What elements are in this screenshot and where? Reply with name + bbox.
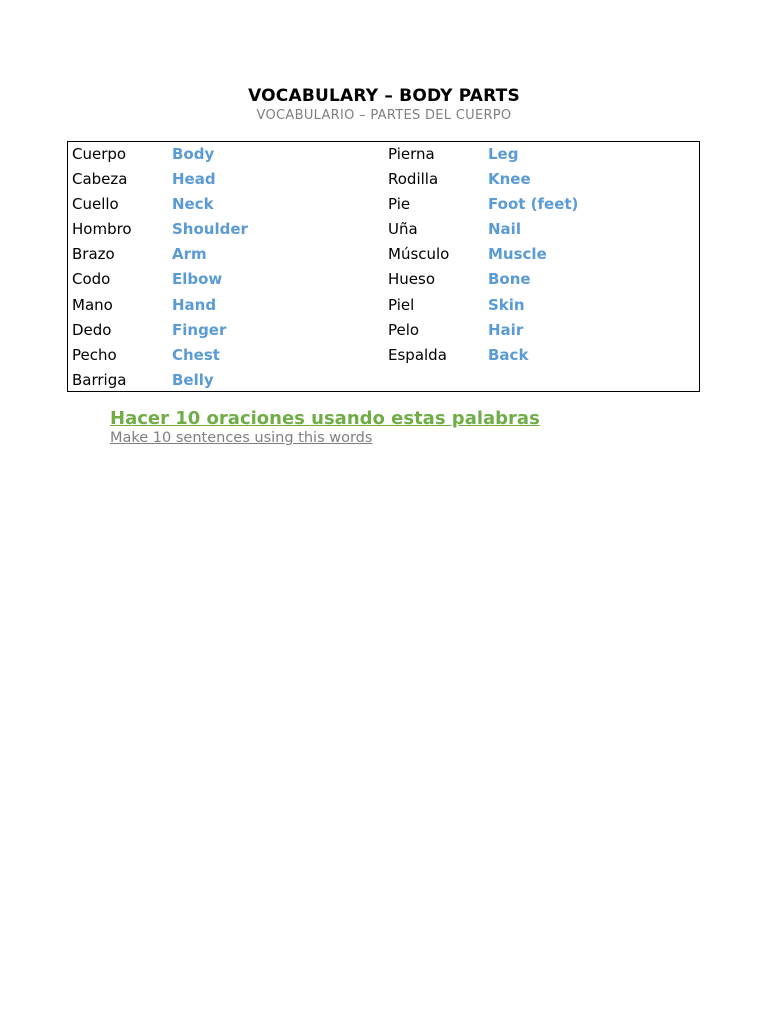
spanish-word: Dedo <box>72 320 112 339</box>
spanish-word: Piel <box>388 295 415 314</box>
instruction-english: Make 10 sentences using this words <box>110 430 373 446</box>
english-word: Muscle <box>488 245 547 264</box>
spanish-word: Cuerpo <box>72 145 127 163</box>
english-word: Leg <box>488 145 519 163</box>
english-word: Belly <box>172 370 214 389</box>
instruction-spanish: Hacer 10 oraciones usando estas palabras <box>110 408 540 429</box>
english-word: Shoulder <box>172 220 248 239</box>
spanish-word: Barriga <box>72 370 127 389</box>
english-word: Skin <box>488 295 525 314</box>
english-word: Body <box>172 145 215 163</box>
english-word: Finger <box>172 320 227 339</box>
spanish-word: Pecho <box>72 345 117 364</box>
page-subtitle: VOCABULARIO – PARTES DEL CUERPO <box>256 108 512 123</box>
spanish-word: Pie <box>388 195 411 214</box>
spanish-word: Pierna <box>388 145 435 163</box>
spanish-word: Cabeza <box>72 170 128 189</box>
vocabulary-table <box>67 141 700 392</box>
english-word: Hair <box>488 320 524 339</box>
english-word: Knee <box>488 170 531 189</box>
spanish-word: Brazo <box>72 245 115 264</box>
english-word: Hand <box>172 295 217 314</box>
english-word: Chest <box>172 345 220 364</box>
english-word: Elbow <box>172 270 223 289</box>
english-word: Head <box>172 170 216 189</box>
page-title: VOCABULARY – BODY PARTS <box>248 86 520 106</box>
spanish-word: Pelo <box>388 320 420 339</box>
spanish-word: Hueso <box>388 270 436 289</box>
spanish-word: Uña <box>388 220 418 239</box>
spanish-word: Hombro <box>72 220 132 239</box>
spanish-word: Espalda <box>388 345 447 364</box>
spanish-word: Cuello <box>72 195 119 214</box>
english-word: Arm <box>172 245 207 264</box>
spanish-word: Rodilla <box>388 170 439 189</box>
english-word: Back <box>488 345 529 364</box>
english-word: Foot (feet) <box>488 195 579 214</box>
english-word: Nail <box>488 220 521 239</box>
spanish-word: Mano <box>72 295 113 314</box>
spanish-word: Codo <box>72 270 111 289</box>
english-word: Neck <box>172 195 214 214</box>
spanish-word: Músculo <box>388 245 450 264</box>
english-word: Bone <box>488 270 531 289</box>
